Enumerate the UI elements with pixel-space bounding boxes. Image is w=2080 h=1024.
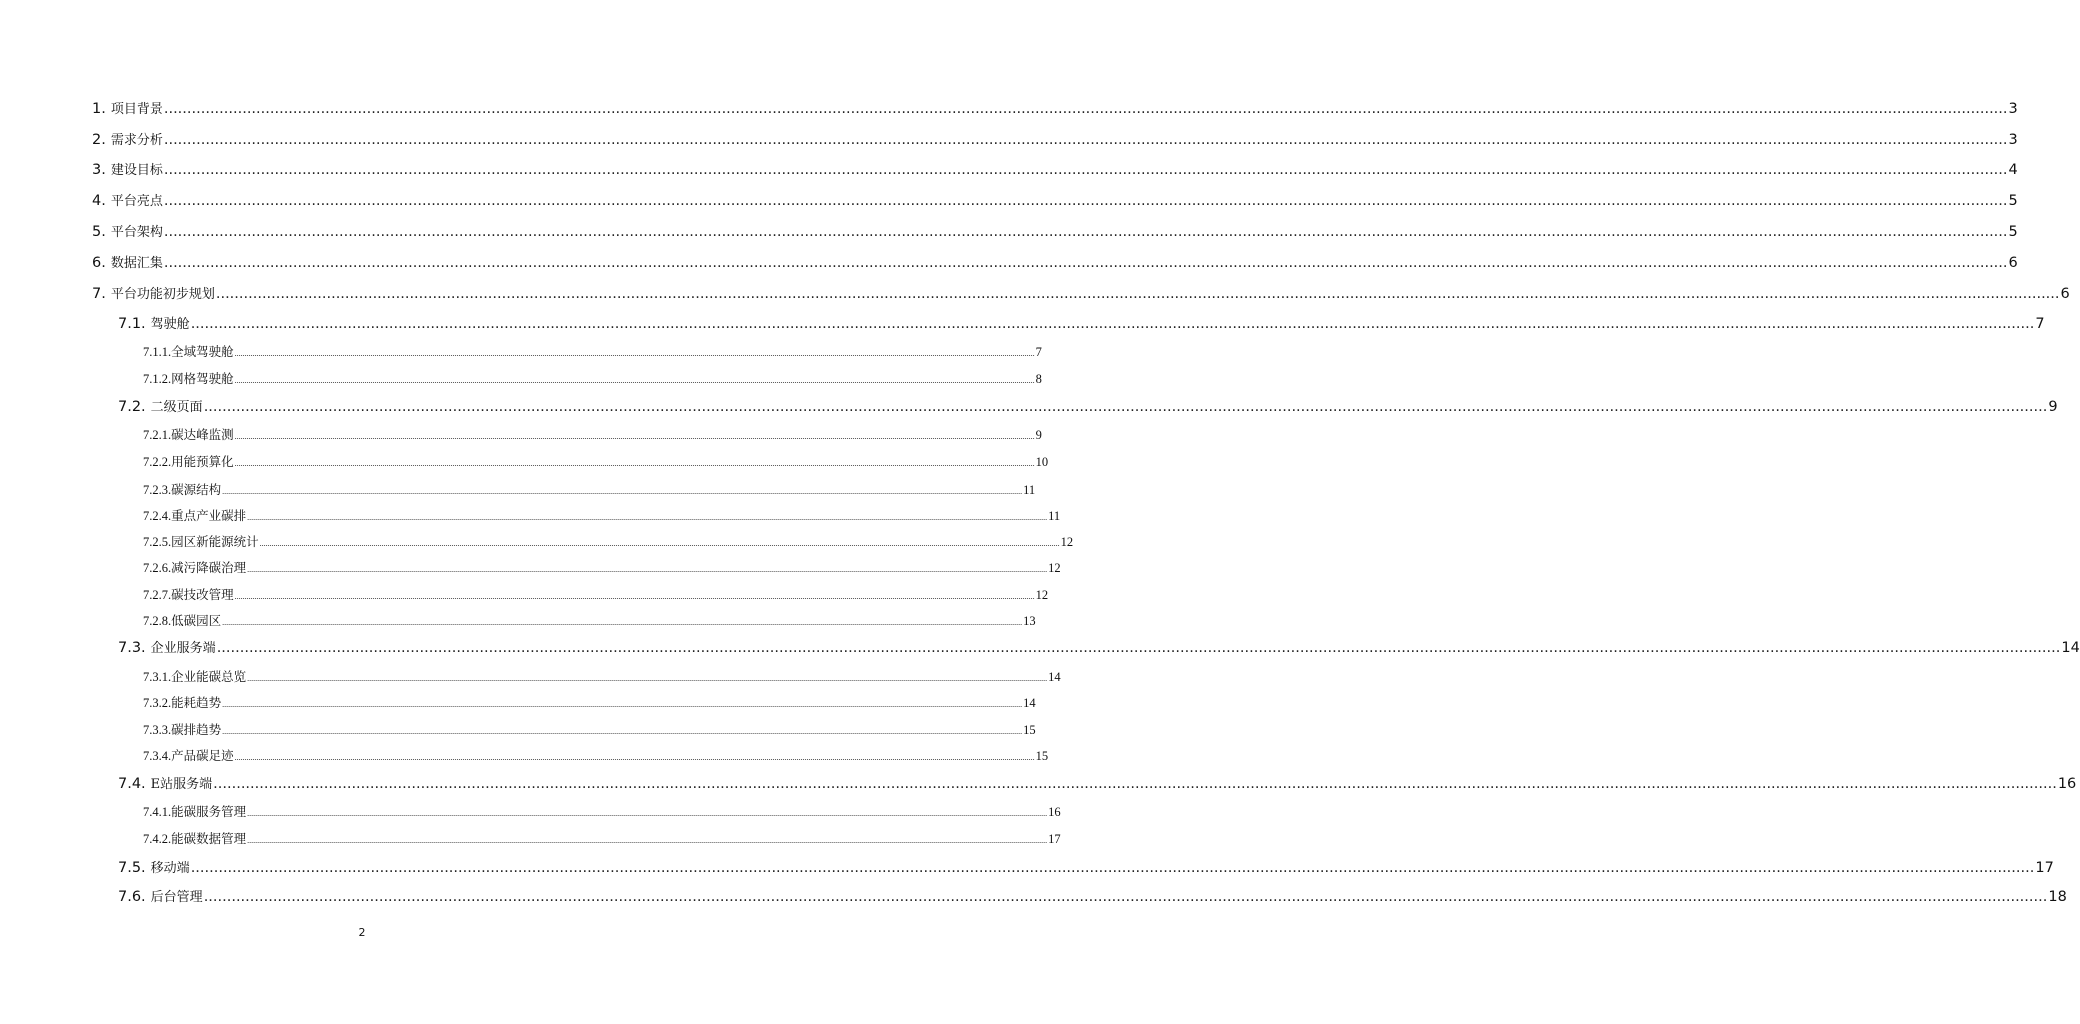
toc-entry-number: 7.2.4. — [143, 509, 172, 523]
toc-entry-number: 7.1.2. — [143, 372, 172, 386]
toc-entry-page: 9 — [2048, 399, 2058, 415]
toc-entry-title: 能碳服务管理 — [171, 804, 247, 819]
toc-entry-number: 2. — [92, 132, 106, 148]
toc-entry-title: 平台亮点 — [110, 194, 163, 209]
toc-entry-page: 3 — [2008, 132, 2018, 148]
toc-dot-leader: ................................................................................................................................................................................................................................................................................................................................................................................................................ — [203, 399, 2048, 415]
toc-dot-leader: ................................................................................................................................................................................................................................................................................................................................................................................................................ — [203, 889, 2048, 905]
toc-entry-number: 7.3.4. — [143, 749, 172, 763]
toc-entry-title: E站服务端 — [150, 777, 213, 792]
toc-entry-number: 7.1. — [118, 316, 146, 332]
toc-dot-leader: ................................................................................................................................................................................................................................................................................................................................................................................................................ — [215, 286, 2060, 302]
toc-entry-number: 1. — [92, 101, 106, 117]
toc-entry-number: 7.2.2. — [143, 455, 172, 469]
toc-dot-leader: ................................................................................................................................................................................................................................................................................................................................................................................................................ — [247, 674, 1048, 683]
toc-dot-leader: ................................................................................................................................................................................................................................................................................................................................................................................................................ — [222, 618, 1023, 627]
toc-entry-title: 需求分析 — [110, 133, 163, 148]
toc-entry-title: 低碳园区 — [171, 613, 222, 628]
toc-entry-number: 7.6. — [118, 889, 146, 905]
toc-entry-page: 16 — [1048, 805, 1061, 819]
toc-entry-title: 驾驶舱 — [150, 317, 190, 332]
toc-entry[interactable] — [143, 693, 1036, 711]
toc-dot-leader: ................................................................................................................................................................................................................................................................................................................................................................................................................ — [163, 162, 2008, 178]
toc-entry-number: 7.3.1. — [143, 670, 172, 684]
toc-entry-title: 碳技改管理 — [171, 587, 234, 602]
toc-dot-leader: ................................................................................................................................................................................................................................................................................................................................................................................................................ — [222, 727, 1023, 736]
toc-entry[interactable] — [92, 159, 2018, 179]
toc-entry-title: 项目背景 — [110, 102, 163, 117]
toc-dot-leader: ................................................................................................................................................................................................................................................................................................................................................................................................................ — [213, 776, 2057, 792]
toc-dot-leader: ................................................................................................................................................................................................................................................................................................................................................................................................................ — [222, 700, 1023, 709]
toc-entry-page: 12 — [1060, 535, 1074, 549]
toc-entry-number: 7.2. — [118, 399, 146, 415]
toc-entry-title: 重点产业碳排 — [171, 508, 247, 523]
toc-entry[interactable] — [143, 558, 1061, 576]
toc-entry-title: 能碳数据管理 — [171, 831, 247, 846]
toc-entry[interactable] — [118, 313, 2045, 333]
toc-entry-number: 3. — [92, 162, 106, 178]
toc-entry[interactable] — [143, 342, 1042, 360]
toc-entry-title: 用能预算化 — [171, 454, 234, 469]
toc-dot-leader: ................................................................................................................................................................................................................................................................................................................................................................................................................ — [234, 753, 1035, 762]
toc-dot-leader: ................................................................................................................................................................................................................................................................................................................................................................................................................ — [234, 459, 1035, 468]
toc-dot-leader: ................................................................................................................................................................................................................................................................................................................................................................................................................ — [259, 539, 1060, 548]
toc-dot-leader: ................................................................................................................................................................................................................................................................................................................................................................................................................ — [234, 349, 1035, 358]
toc-entry-page: 3 — [2008, 101, 2018, 117]
toc-dot-leader: ................................................................................................................................................................................................................................................................................................................................................................................................................ — [216, 640, 2061, 656]
toc-entry-number: 7.1.1. — [143, 345, 172, 359]
toc-entry-page: 10 — [1035, 455, 1049, 469]
toc-dot-leader: ................................................................................................................................................................................................................................................................................................................................................................................................................ — [234, 432, 1035, 441]
toc-entry-title: 产品碳足迹 — [171, 748, 234, 763]
toc-entry-page: 15 — [1035, 749, 1049, 763]
toc-dot-leader: ................................................................................................................................................................................................................................................................................................................................................................................................................ — [163, 255, 2008, 271]
toc-entry-page: 14 — [1023, 696, 1036, 710]
toc-entry-page: 11 — [1023, 483, 1036, 497]
toc-entry-page: 11 — [1048, 509, 1061, 523]
toc-entry-number: 6. — [92, 255, 106, 271]
toc-entry-title: 企业服务端 — [150, 641, 216, 656]
toc-entry-page: 16 — [2057, 776, 2077, 792]
toc-entry-page: 4 — [2008, 162, 2018, 178]
toc-entry-title: 碳源结构 — [171, 482, 222, 497]
toc-entry[interactable] — [143, 802, 1061, 820]
toc-entry[interactable] — [143, 829, 1061, 847]
toc-dot-leader: ................................................................................................................................................................................................................................................................................................................................................................................................................ — [222, 487, 1023, 496]
toc-entry-page: 14 — [1048, 670, 1061, 684]
toc-entry-page: 7 — [2035, 316, 2045, 332]
toc-entry-number: 7.5. — [118, 860, 146, 876]
toc-entry-number: 7.2.1. — [143, 428, 172, 442]
toc-entry-title: 建设目标 — [110, 163, 163, 178]
toc-entry[interactable] — [118, 886, 2067, 906]
toc-entry-number: 7.2.6. — [143, 561, 172, 575]
toc-entry-title: 园区新能源统计 — [171, 534, 259, 549]
toc-entry-page: 8 — [1035, 372, 1042, 386]
toc-entry[interactable] — [143, 667, 1061, 685]
toc-entry[interactable] — [118, 857, 2054, 877]
toc-entry-page: 9 — [1035, 428, 1042, 442]
toc-entry[interactable] — [143, 611, 1036, 629]
toc-entry-number: 5. — [92, 224, 106, 240]
toc-entry-title: 移动端 — [150, 861, 190, 876]
toc-entry[interactable] — [92, 98, 2018, 118]
toc-entry-title: 企业能碳总览 — [171, 669, 247, 684]
toc-entry-number: 7.3. — [118, 640, 146, 656]
toc-entry-title: 全域驾驶舱 — [171, 344, 234, 359]
toc-entry-page: 17 — [1048, 832, 1061, 846]
toc-entry-title: 减污降碳治理 — [171, 560, 247, 575]
page-number: 2 — [358, 926, 366, 939]
toc-entry-title: 平台功能初步规划 — [110, 287, 215, 302]
toc-entry[interactable] — [143, 532, 1074, 550]
toc-entry-title: 二级页面 — [150, 400, 203, 415]
toc-entry-number: 7.4.2. — [143, 832, 172, 846]
toc-entry-number: 7.4. — [118, 776, 146, 792]
toc-entry-page: 13 — [1023, 614, 1036, 628]
toc-entry-title: 后台管理 — [150, 890, 203, 905]
toc-entry-title: 能耗趋势 — [171, 695, 222, 710]
toc-entry-number: 7.2.8. — [143, 614, 172, 628]
toc-entry-title: 碳排趋势 — [171, 722, 222, 737]
toc-entry[interactable] — [118, 396, 2058, 416]
toc-entry-page: 5 — [2008, 224, 2018, 240]
toc-entry[interactable] — [143, 585, 1049, 603]
toc-dot-leader: ................................................................................................................................................................................................................................................................................................................................................................................................................ — [247, 836, 1048, 845]
toc-dot-leader: ................................................................................................................................................................................................................................................................................................................................................................................................................ — [234, 592, 1035, 601]
toc-entry[interactable] — [143, 506, 1061, 524]
toc-entry-number: 4. — [92, 193, 106, 209]
toc-entry[interactable] — [143, 720, 1036, 738]
toc-entry-number: 7. — [92, 286, 106, 302]
toc-entry[interactable] — [143, 480, 1036, 498]
toc-entry-number: 7.4.1. — [143, 805, 172, 819]
toc-dot-leader: ................................................................................................................................................................................................................................................................................................................................................................................................................ — [190, 860, 2035, 876]
toc-entry[interactable] — [92, 283, 2070, 303]
toc-entry-page: 15 — [1023, 723, 1036, 737]
toc-entry-title: 数据汇集 — [110, 256, 163, 271]
toc-entry[interactable] — [143, 746, 1049, 764]
toc-dot-leader: ................................................................................................................................................................................................................................................................................................................................................................................................................ — [234, 376, 1035, 385]
toc-entry-page: 12 — [1035, 588, 1049, 602]
toc-entry-title: 平台架构 — [110, 225, 163, 240]
toc-dot-leader: ................................................................................................................................................................................................................................................................................................................................................................................................................ — [247, 565, 1048, 574]
toc-dot-leader: ................................................................................................................................................................................................................................................................................................................................................................................................................ — [247, 809, 1048, 818]
toc-entry[interactable] — [92, 129, 2018, 149]
toc-dot-leader: ................................................................................................................................................................................................................................................................................................................................................................................................................ — [190, 316, 2035, 332]
toc-entry[interactable] — [143, 369, 1042, 387]
toc-entry-number: 7.2.3. — [143, 483, 172, 497]
toc-entry-page: 7 — [1035, 345, 1042, 359]
toc-dot-leader: ................................................................................................................................................................................................................................................................................................................................................................................................................ — [163, 193, 2008, 209]
toc-entry-page: 17 — [2035, 860, 2054, 876]
toc-entry[interactable] — [118, 773, 2077, 793]
toc-dot-leader: ................................................................................................................................................................................................................................................................................................................................................................................................................ — [163, 101, 2008, 117]
toc-entry[interactable] — [92, 221, 2018, 241]
toc-entry[interactable] — [92, 190, 2018, 210]
toc-entry-page: 5 — [2008, 193, 2018, 209]
toc-dot-leader: ................................................................................................................................................................................................................................................................................................................................................................................................................ — [163, 132, 2008, 148]
toc-entry-page: 18 — [2048, 889, 2067, 905]
toc-entry[interactable] — [118, 637, 2080, 657]
toc-entry-title: 网格驾驶舱 — [171, 371, 234, 386]
toc-entry-number: 7.2.5. — [143, 535, 172, 549]
toc-entry-page: 6 — [2060, 286, 2070, 302]
toc-dot-leader: ................................................................................................................................................................................................................................................................................................................................................................................................................ — [163, 224, 2008, 240]
toc-entry-page: 6 — [2008, 255, 2018, 271]
toc-entry[interactable] — [92, 252, 2018, 272]
toc-entry-page: 12 — [1048, 561, 1061, 575]
toc-entry-page: 14 — [2061, 640, 2080, 656]
toc-entry-number: 7.3.3. — [143, 723, 172, 737]
toc-dot-leader: ................................................................................................................................................................................................................................................................................................................................................................................................................ — [247, 513, 1048, 522]
toc-entry-title: 碳达峰监测 — [171, 427, 234, 442]
toc-entry[interactable] — [143, 425, 1042, 443]
toc-entry[interactable] — [143, 452, 1049, 470]
toc-entry-number: 7.2.7. — [143, 588, 172, 602]
toc-entry-number: 7.3.2. — [143, 696, 172, 710]
